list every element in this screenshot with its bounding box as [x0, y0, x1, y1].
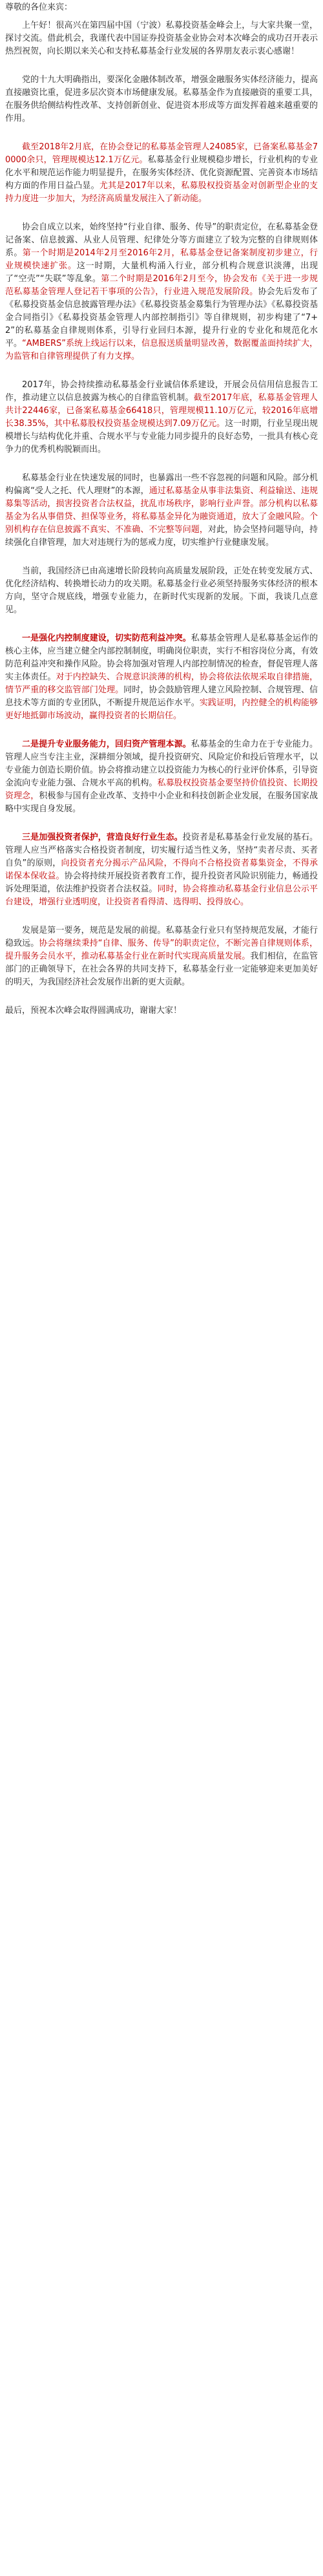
paragraph: [5, 565, 318, 617]
highlighted-text: “AMBERS”系统上线运行以来，信息报送质量明显改善，数据覆盖面持续扩大，为监管和自律管理提供了有力支撑。: [5, 339, 318, 361]
paragraph: [5, 141, 318, 206]
highlighted-text: 协会将继续秉持“自律、服务、传导”的职责定位，不断完善自律规则体系，提升服务会员水平，推动私募基金行业在新时代实现高质量发展。: [5, 939, 318, 961]
body-text: 私募基金管理人是私募基金运作的核心主体，应当建立健全内部控制制度，明确岗位职责，实行不相容岗位分离，有效防范利益冲突和操作风险。协会将加强对管理人内部控制情况的检查，督促管理人落实主体责任。: [5, 633, 318, 682]
highlighted-text: 尤其是2017年以来，私募股权投资基金对创新型企业的支持力度进一步加大，为经济高质量发展注入了新动能。: [5, 181, 318, 204]
body-text: 这一时期，大量机构涌入行业，部分机构合规意识淡薄，出现了“空壳”“失联”等乱象。: [5, 261, 318, 284]
body-text: 私募基金行业在快速发展的同时，也暴露出一些不容忽视的问题和风险。部分机构偏离“受人之托、代人理财”的本源，: [5, 473, 318, 496]
body-text: 协会先后发布了《私募投资基金信息披露管理办法》《私募投资基金募集行为管理办法》《私募投资基金合同指引》《私募投资基金管理人内部控制指引》等自律规则，初步构建了“7+2”的私募基金自律规则体系，引导行业回归本源，提升行业的专业化和规范化水平。: [5, 287, 318, 348]
body-text: 当前，我国经济已由高速增长阶段转向高质量发展阶段，正处在转变发展方式、优化经济结构、转换增长动力的攻关期。私募基金行业必须坚持服务实体经济的根本方向，坚守合规底线，增强专业能力，在新时代实现新的发展。下面，我谈几点意见。: [5, 566, 318, 615]
highlighted-text: 第一个时期是2014年2月至2016年2月，私募基金登记备案制度初步建立，行业规模快速扩张。: [5, 248, 318, 271]
body-text: 上午好！很高兴在第四届中国（宁波）私募投资基金峰会上，与大家共聚一堂，探讨交流。借此机会，我谨代表中国证券投资基金业协会对本次峰会的成功召开表示热烈祝贺，向长期以来关心和支持私募基金行业发展的各界朋友表示衷心感谢！: [5, 21, 318, 56]
section-heading: 二是提升专业服务能力，回归资产管理本源。: [22, 740, 191, 749]
highlighted-text: 私募股权投资基金要坚持价值投资、长期投资理念，: [5, 778, 318, 801]
paragraph: [5, 738, 318, 816]
body-text: 协会自成立以来，始终坚持“行业自律、服务、传导”的职责定位，在私募基金登记备案、信息披露、从业人员管理、纪律处分等方面建立了较为完整的自律规则体系。: [5, 222, 318, 258]
highlighted-text: 向投资者充分揭示产品风险，不得向不合格投资者募集资金，不得承诺保本保收益。: [5, 858, 318, 881]
highlighted-text: 实践证明，内控健全的机构能够更好地抵御市场波动，赢得投资者的长期信任。: [5, 698, 318, 721]
section-heading: 三是加强投资者保护，营造良好行业生态。: [22, 833, 183, 842]
highlighted-text: 对于内控缺失、合规意识淡薄的机构，协会将依法依规采取自律措施，情节严重的移交监管部门处理。: [5, 672, 318, 695]
speech-article: [0, 0, 323, 1017]
paragraph: [5, 379, 318, 456]
body-text: 我们相信，在监管部门的正确领导下，在社会各界的共同支持下，私募基金行业一定能够迎来更加美好的明天，为我国经济社会发展作出新的更大贡献。: [5, 952, 318, 987]
paragraph: [5, 831, 318, 909]
paragraph: [5, 74, 318, 125]
paragraph: [5, 632, 318, 723]
paragraph: [5, 472, 318, 549]
highlighted-text: 第二个时期是2016年2月至今，协会发布《关于进一步规范私募基金管理人登记若干事项的公告》，行业进入规范发展阶段。: [5, 274, 318, 297]
highlighted-text: 通过私募基金从事非法集资、利益输送、违规募集等活动，损害投资者合法权益，扰乱市场秩序，影响行业声誉。部分机构以私募基金为名从事借贷、担保等业务，将私募基金异化为融资通道，放大了金融风险。个别机构存在信息披露不真实、不准确、不完整等问题，: [5, 486, 318, 535]
paragraph: [5, 19, 318, 58]
body-text: 党的十九大明确指出，要深化金融体制改革，增强金融服务实体经济能力，提高直接融资比重，促进多层次资本市场健康发展。私募基金作为直接融资的重要工具，在服务供给侧结构性改革、支持创新创业、促进资本形成等方面发挥着越来越重要的作用。: [5, 75, 318, 123]
article-body: [5, 19, 318, 989]
body-text: 对此，协会坚持问题导向，持续强化自律管理，加大对违规行为的惩戒力度，切实维护行业健康发展。: [5, 525, 318, 548]
body-text: 协会将持续开展投资者教育工作，提升投资者风险识别能力，畅通投诉处理渠道，依法维护投资者合法权益。: [5, 871, 318, 894]
closing-remarks: 最后，预祝本次峰会取得圆满成功，谢谢大家！: [5, 1006, 182, 1016]
paragraph: [5, 924, 318, 989]
body-text: 2017年，协会持续推动私募基金行业诚信体系建设，开展会员信用信息报告工作，推动建立以信息披露为核心的自律监管机制。: [5, 380, 318, 403]
body-text: 同时，协会鼓励管理人建立风险控制、合规管理、信息技术等方面的专业团队，不断提升规范运作水平。: [5, 685, 318, 708]
highlighted-text: 截至2017年底，私募基金管理人共计22446家，已备案私募基金66418只，管理规模11.10万亿元，较2016年底增长38.35%，其中私募股权投资基金规模达到7.09万亿元。: [5, 393, 318, 429]
greeting: 尊敬的各位来宾：: [5, 3, 73, 12]
body-text: 这一时期，行业呈现出规模增长与结构优化并重、合规水平与专业能力同步提升的良好态势，一批具有核心竞争力的优秀机构脱颖而出。: [5, 419, 318, 454]
highlighted-text: 同时，协会将推动私募基金行业信息公示平台建设，增强行业透明度，让投资者看得清、选得明、投得放心。: [5, 884, 318, 907]
body-text: 私募基金行业规模稳步增长，行业机构的专业化水平和规范运作能力明显提升，在服务实体经济、优化资源配置、完善资本市场结构方面的作用日益凸显。: [5, 155, 318, 191]
body-text: 私募基金的生命力在于专业能力。管理人应当专注主业，深耕细分领域，提升投资研究、风险定价和投后管理水平，以专业能力创造长期价值。协会将推动建立以投资能力为核心的行业评价体系，引导资金流向专业能力强、合规水平高的机构。: [5, 740, 318, 788]
body-text: 积极参与国有企业改革、支持中小企业和科技创新企业发展，在服务国家战略中实现自身发展。: [5, 791, 318, 814]
body-text: 发展是第一要务，规范是发展的前提。私募基金行业只有坚持规范发展，才能行稳致远。: [5, 926, 318, 948]
body-text: 投资者是私募基金行业发展的基石。管理人应当严格落实合格投资者制度，切实履行适当性义务，坚持“卖者尽责、买者自负”的原则，: [5, 833, 318, 868]
highlighted-text: 截至2018年2月底，在协会登记的私募基金管理人24085家，已备案私募基金70000余只，管理规模达12.1万亿元。: [5, 142, 318, 165]
section-heading: 一是强化内控制度建设，切实防范利益冲突。: [22, 633, 191, 643]
paragraph: [5, 221, 318, 363]
